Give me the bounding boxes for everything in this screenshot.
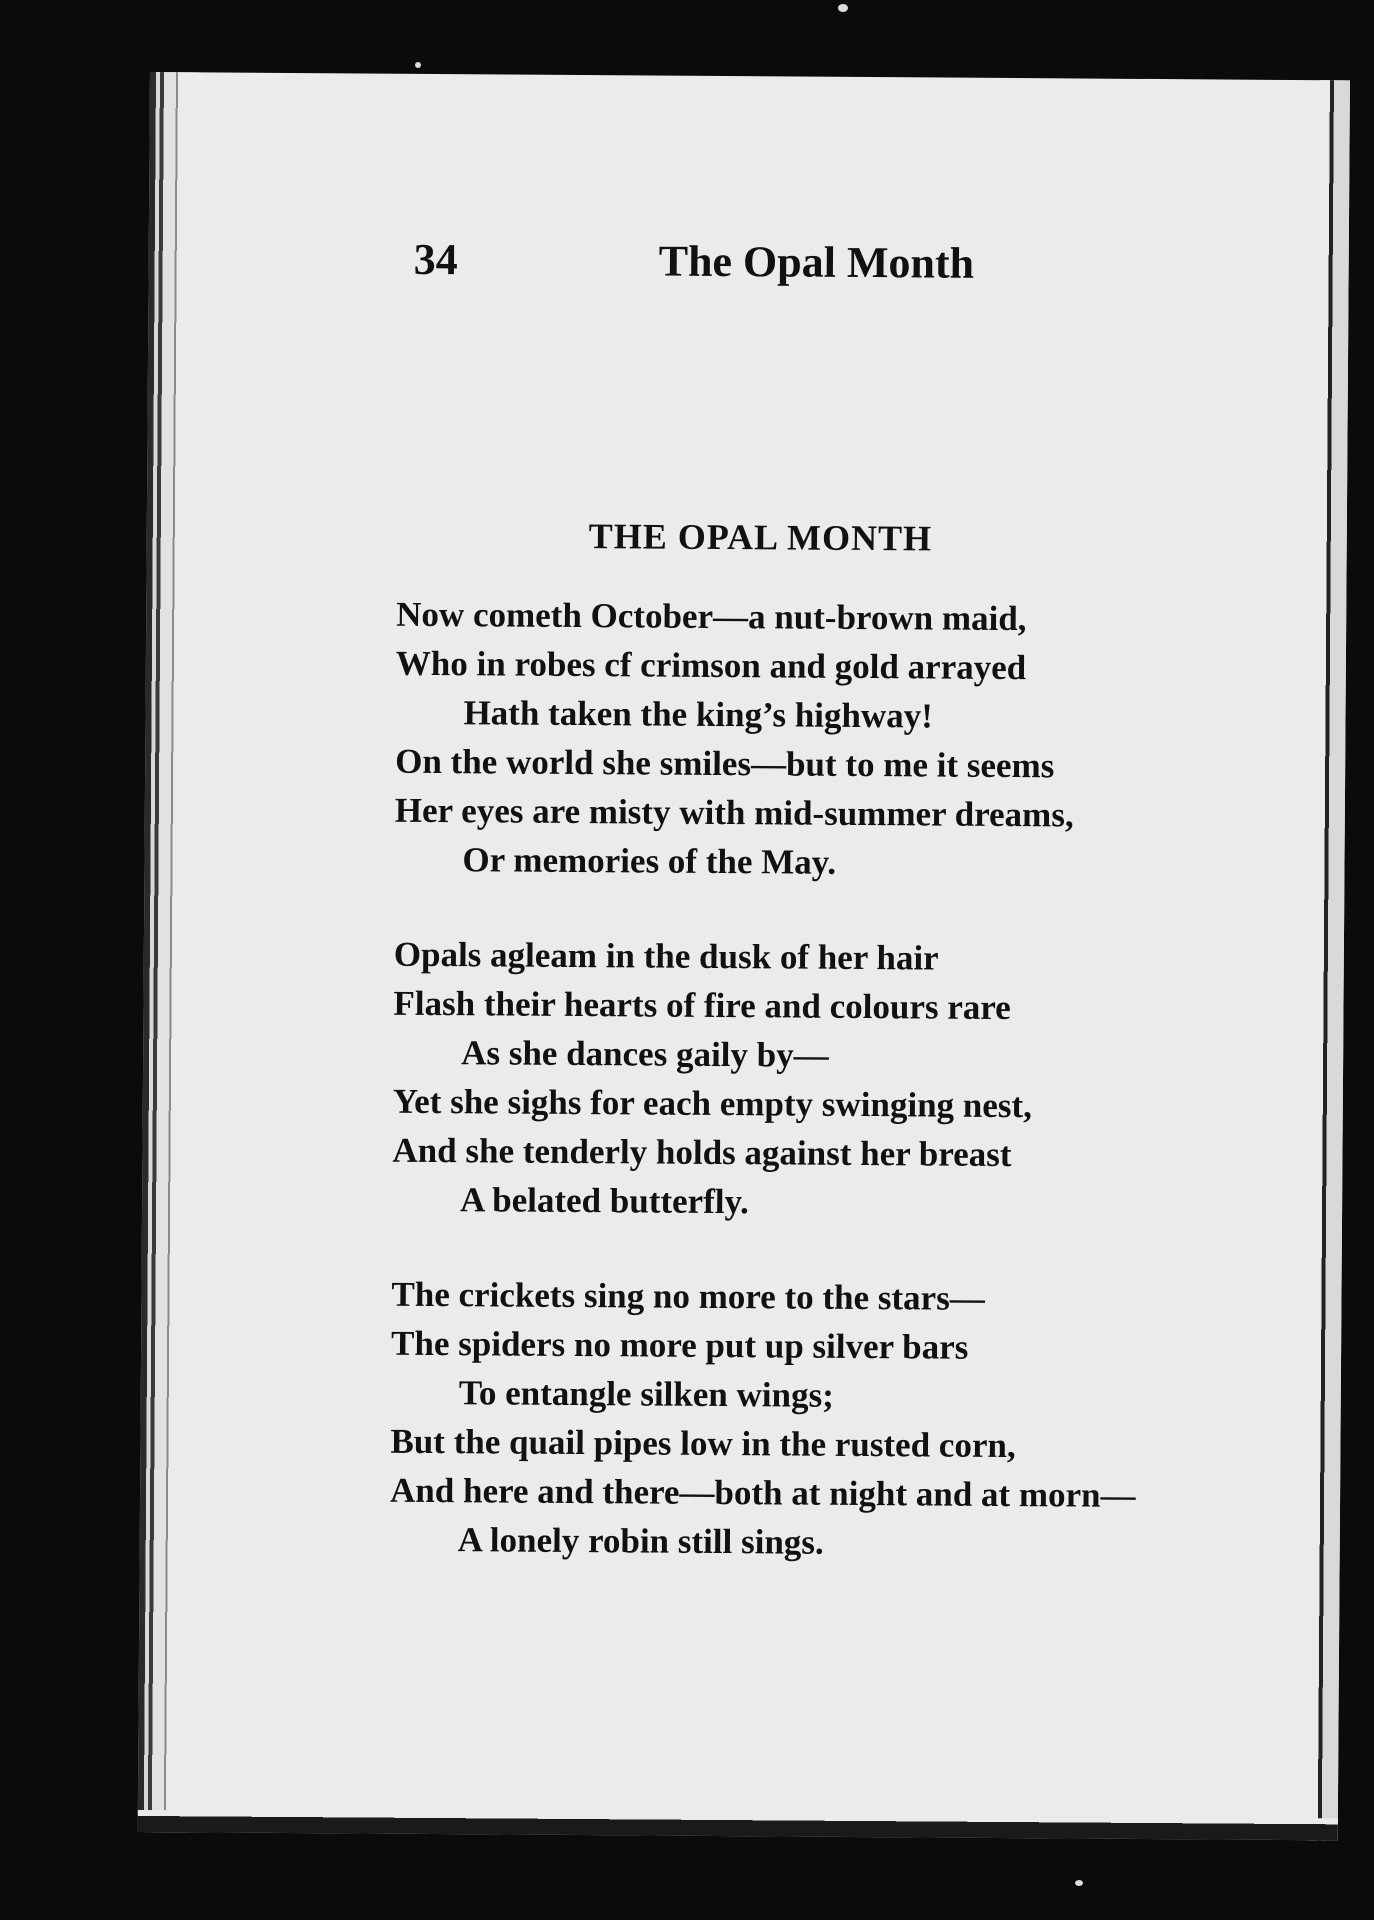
poem-line: Yet she sighs for each empty swinging nest, bbox=[392, 1081, 1033, 1126]
poem-line: And here and there—both at night and at morn— bbox=[389, 1470, 1136, 1515]
poem-line: Or memories of the May. bbox=[462, 840, 837, 882]
running-header bbox=[413, 234, 1174, 288]
stanza bbox=[394, 590, 1216, 890]
poem-line: Her eyes are misty with mid-summer dreams, bbox=[394, 790, 1074, 835]
poem-line: The spiders no more put up silver bars bbox=[390, 1323, 969, 1367]
poem-line: But the quail pipes low in the rusted corn, bbox=[390, 1421, 1016, 1466]
poem-line: To entangle silken wings; bbox=[458, 1373, 834, 1415]
poem-line: Opals agleam in the dusk of her hair bbox=[393, 934, 939, 978]
stanza bbox=[390, 1270, 1212, 1570]
poem bbox=[389, 514, 1217, 1616]
poem-line: The crickets sing no more to the stars— bbox=[391, 1274, 985, 1318]
page-binding-edge bbox=[138, 72, 200, 1832]
stanza bbox=[392, 930, 1214, 1230]
poem-title: THE OPAL MONTH bbox=[588, 516, 933, 559]
page-gutter-edge bbox=[1308, 80, 1350, 1840]
poem-line: Flash their hearts of fire and colours rare bbox=[393, 983, 1011, 1028]
poem-body bbox=[390, 590, 1217, 1570]
page-bottom-edge bbox=[138, 1810, 1338, 1840]
page-number: 34 bbox=[413, 234, 458, 285]
poem-line: And she tenderly holds against her breast bbox=[392, 1130, 1012, 1175]
running-title: The Opal Month bbox=[658, 236, 975, 288]
poem-line: Hath taken the king’s highway! bbox=[463, 693, 934, 736]
poem-line: Who in robes cf crimson and gold arrayed bbox=[395, 643, 1027, 688]
poem-line: A lonely robin still sings. bbox=[457, 1520, 824, 1562]
poem-line: As she dances gaily by— bbox=[461, 1033, 829, 1075]
poem-line: Now cometh October—a nut-brown maid, bbox=[396, 594, 1027, 639]
book-page bbox=[138, 72, 1350, 1840]
poem-line: A belated butterfly. bbox=[459, 1180, 749, 1222]
poem-line: On the world she smiles—but to me it seems bbox=[395, 741, 1055, 786]
